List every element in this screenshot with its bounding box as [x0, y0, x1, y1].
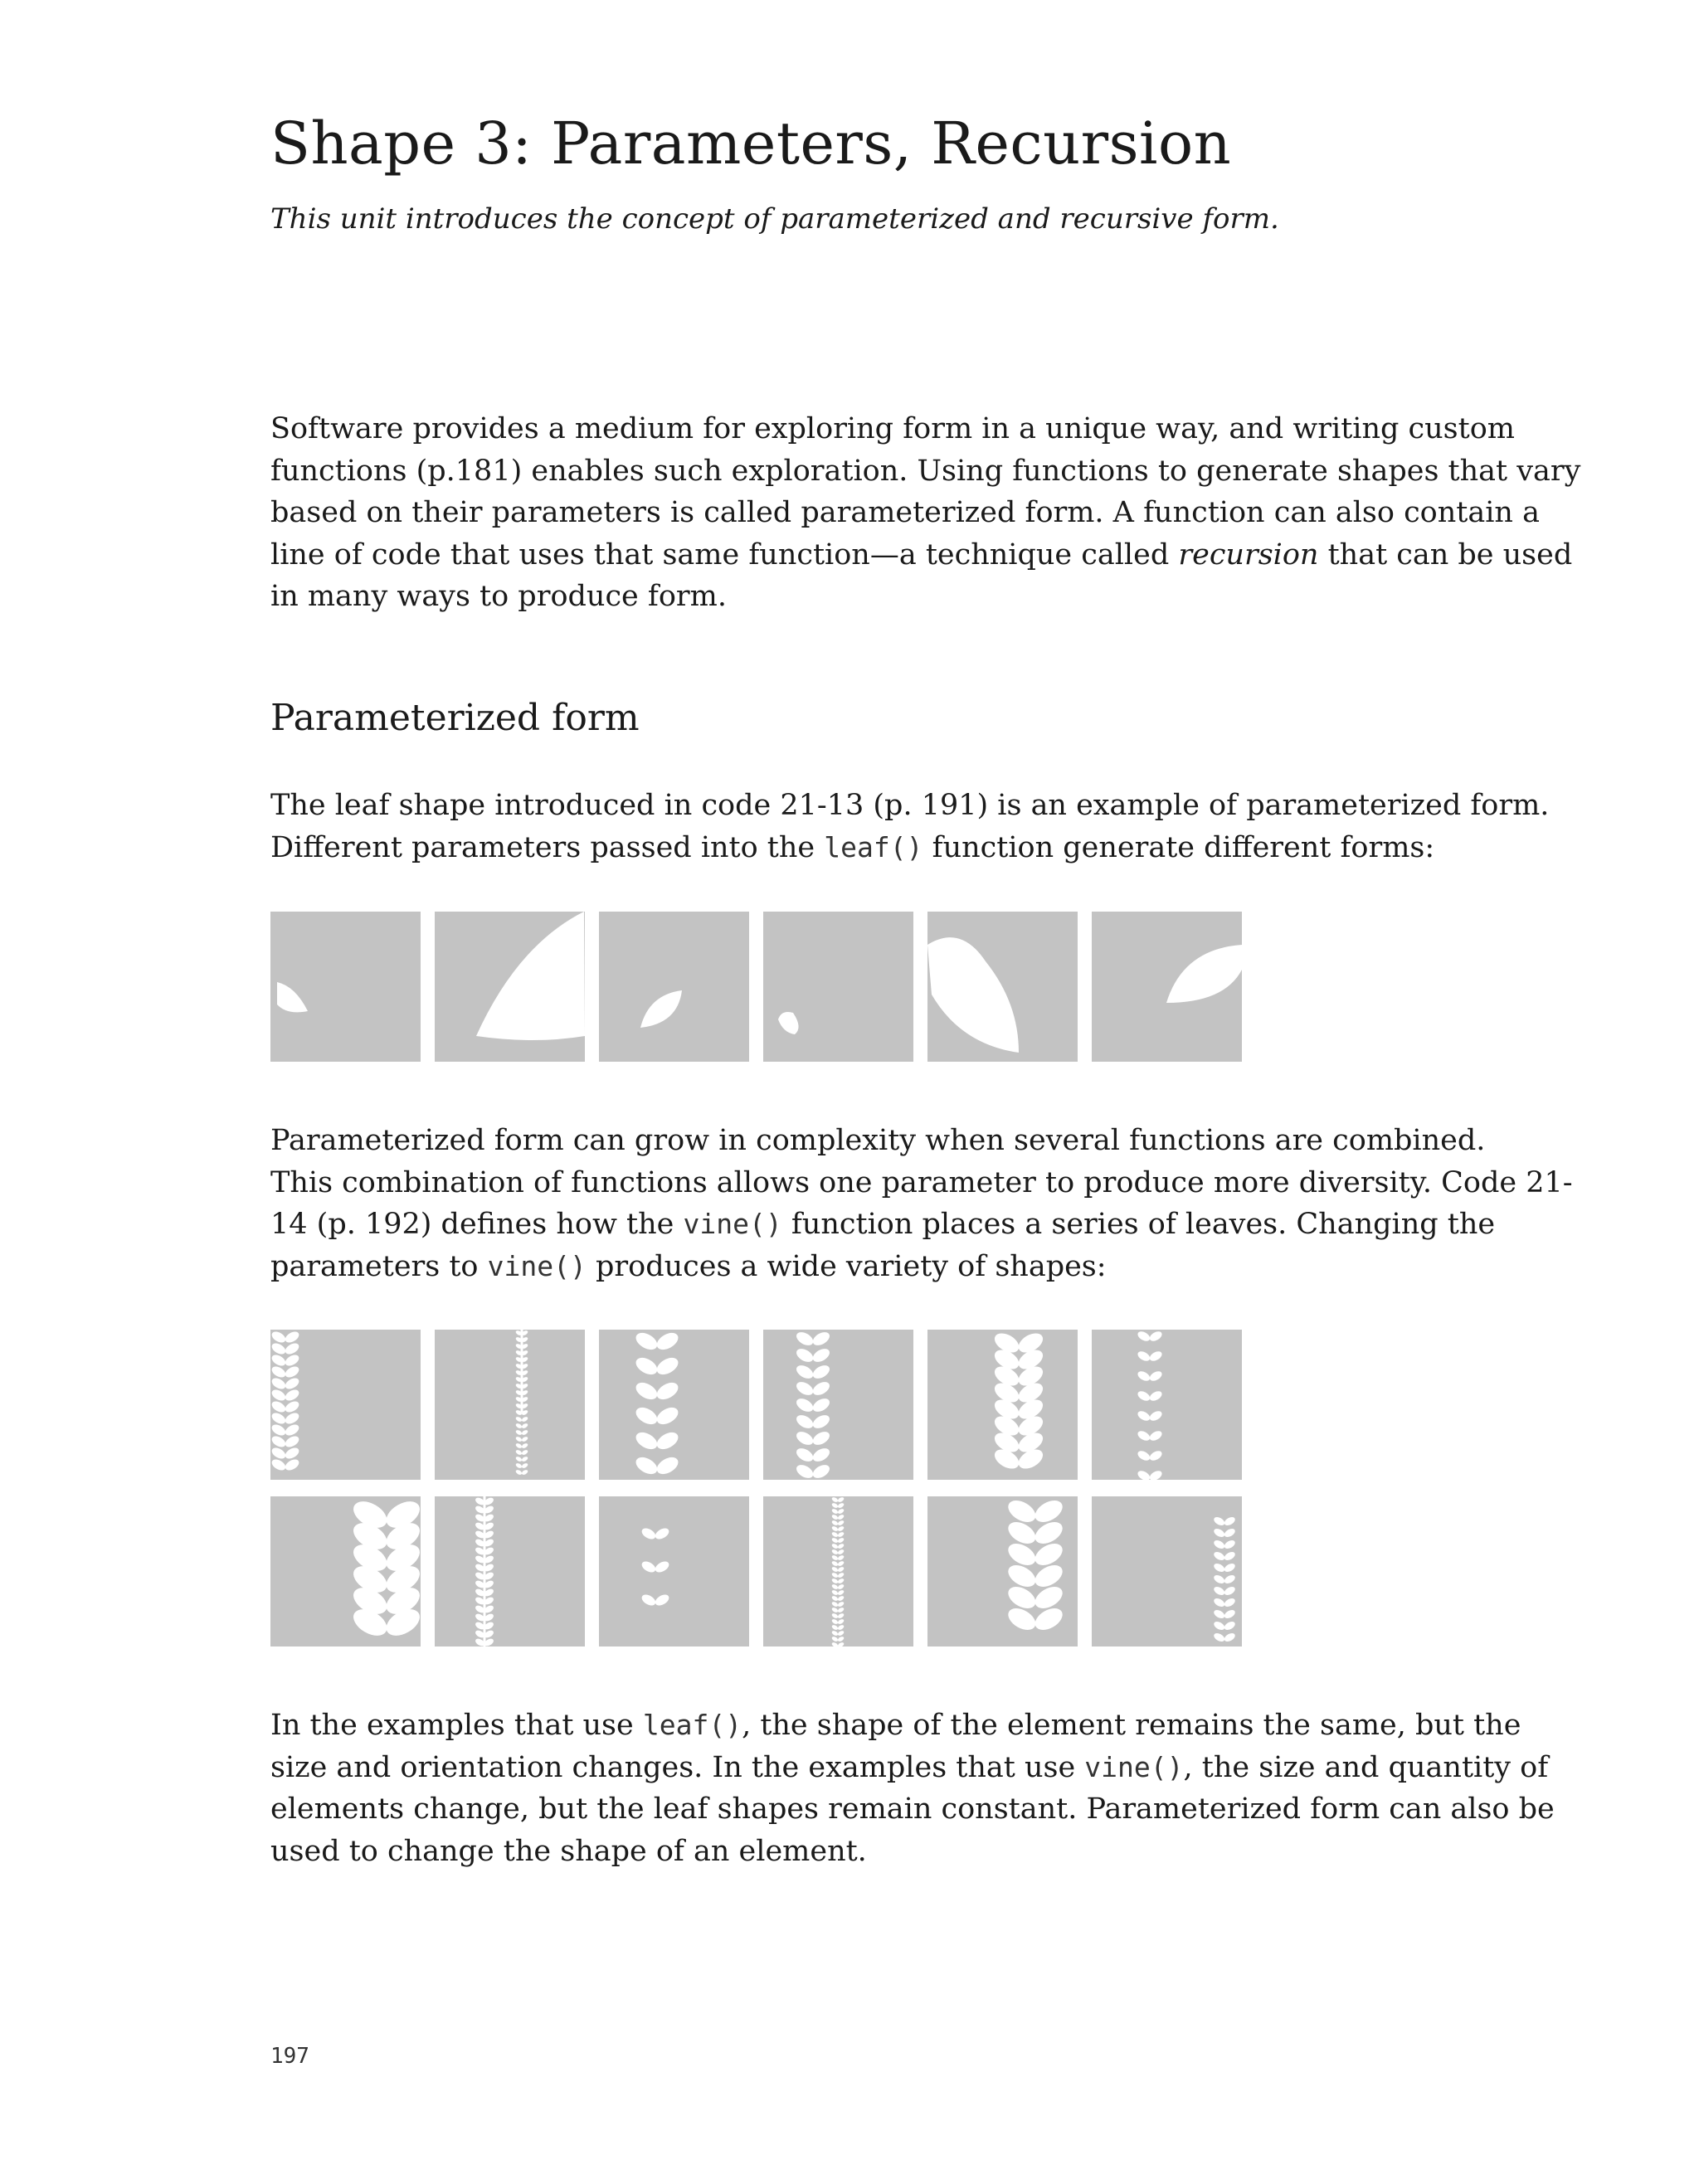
vine-function-code: vine() — [683, 1208, 782, 1240]
vine-example-image — [1092, 1496, 1242, 1647]
recursion-term: recursion — [1178, 537, 1319, 572]
closing-line: used to change the shape of an element. — [270, 1834, 867, 1868]
intro-line: based on their parameters is called parameterized form. A function can also contain a — [270, 496, 1540, 529]
intro-paragraph — [270, 408, 1581, 618]
closing-text: , the size and quantity of — [1183, 1750, 1549, 1784]
leaf-example-image — [599, 912, 749, 1062]
leaf-paragraph — [270, 785, 1550, 868]
leaf-example-image — [927, 912, 1078, 1062]
leaf-example-image — [763, 912, 913, 1062]
leaf-function-code: leaf() — [824, 830, 923, 863]
vine-line: Parameterized form can grow in complexity when several functions are combined. — [270, 1124, 1486, 1157]
leaf-line — [270, 827, 1473, 869]
closing-text: size and orientation changes. In the examples that use — [270, 1750, 1085, 1784]
vine-example-image — [927, 1496, 1078, 1647]
leaf-text: Different parameters passed into the — [270, 830, 825, 864]
vine-examples-row — [270, 1330, 1242, 1480]
intro-text: that can be used — [1318, 537, 1573, 572]
vine-line — [270, 1204, 1496, 1246]
intro-line: in many ways to produce form. — [270, 580, 727, 613]
page-title: Shape 3: Parameters, Recursion — [270, 109, 1232, 178]
leaf-example-image — [1092, 912, 1242, 1062]
closing-line — [270, 1705, 1521, 1747]
vine-text: parameters to — [270, 1249, 488, 1283]
vine-text: 14 (p. 192) defines how the — [270, 1208, 684, 1241]
vine-text: function places a series of leaves. Changing the — [781, 1208, 1496, 1241]
section-heading: Parameterized form — [270, 697, 640, 739]
leaf-example-image — [435, 912, 585, 1062]
intro-line: functions (p.181) enables such exploration. Using functions to generate shapes that vary — [270, 454, 1581, 488]
vine-example-image — [763, 1496, 913, 1647]
vine-example-image — [435, 1496, 585, 1647]
vine-example-image — [270, 1330, 421, 1480]
intro-line — [270, 534, 1573, 576]
leaf-examples-row — [270, 912, 1242, 1062]
leaf-example-image — [270, 912, 421, 1062]
vine-examples-row — [270, 1496, 1242, 1647]
vine-example-image — [927, 1330, 1078, 1480]
vine-line — [270, 1246, 1473, 1288]
page-number: 197 — [270, 2044, 309, 2069]
vine-example-image — [435, 1330, 585, 1480]
vine-text: produces a wide variety of shapes: — [586, 1249, 1107, 1283]
closing-line: elements change, but the leaf shapes remain constant. Parameterized form can also be — [270, 1792, 1555, 1826]
vine-function-code: vine() — [1084, 1750, 1184, 1783]
closing-paragraph — [270, 1705, 1555, 1872]
intro-text: line of code that uses that same function—a technique called — [270, 537, 1179, 572]
closing-line — [270, 1747, 1549, 1789]
vine-example-image — [599, 1330, 749, 1480]
vine-example-image — [599, 1496, 749, 1647]
leaf-line: The leaf shape introduced in code 21-13 (p. 191) is an example of parameterized form. — [270, 789, 1550, 822]
closing-text: , the shape of the element remains the same, but the — [742, 1709, 1521, 1742]
closing-text: In the examples that use — [270, 1709, 643, 1742]
vine-example-image — [270, 1496, 421, 1647]
vine-example-image — [763, 1330, 913, 1480]
leaf-function-code: leaf() — [642, 1709, 742, 1741]
vine-function-code: vine() — [487, 1249, 587, 1282]
vine-line: This combination of functions allows one parameter to produce more diversity. Code 21- — [270, 1165, 1573, 1199]
vine-paragraph — [270, 1120, 1573, 1287]
vine-example-image — [1092, 1330, 1242, 1480]
intro-line: Software provides a medium for exploring form in a unique way, and writing custom — [270, 412, 1515, 445]
leaf-text: function generate different forms: — [923, 830, 1435, 864]
unit-subtitle: This unit introduces the concept of parameterized and recursive form. — [270, 202, 1279, 236]
